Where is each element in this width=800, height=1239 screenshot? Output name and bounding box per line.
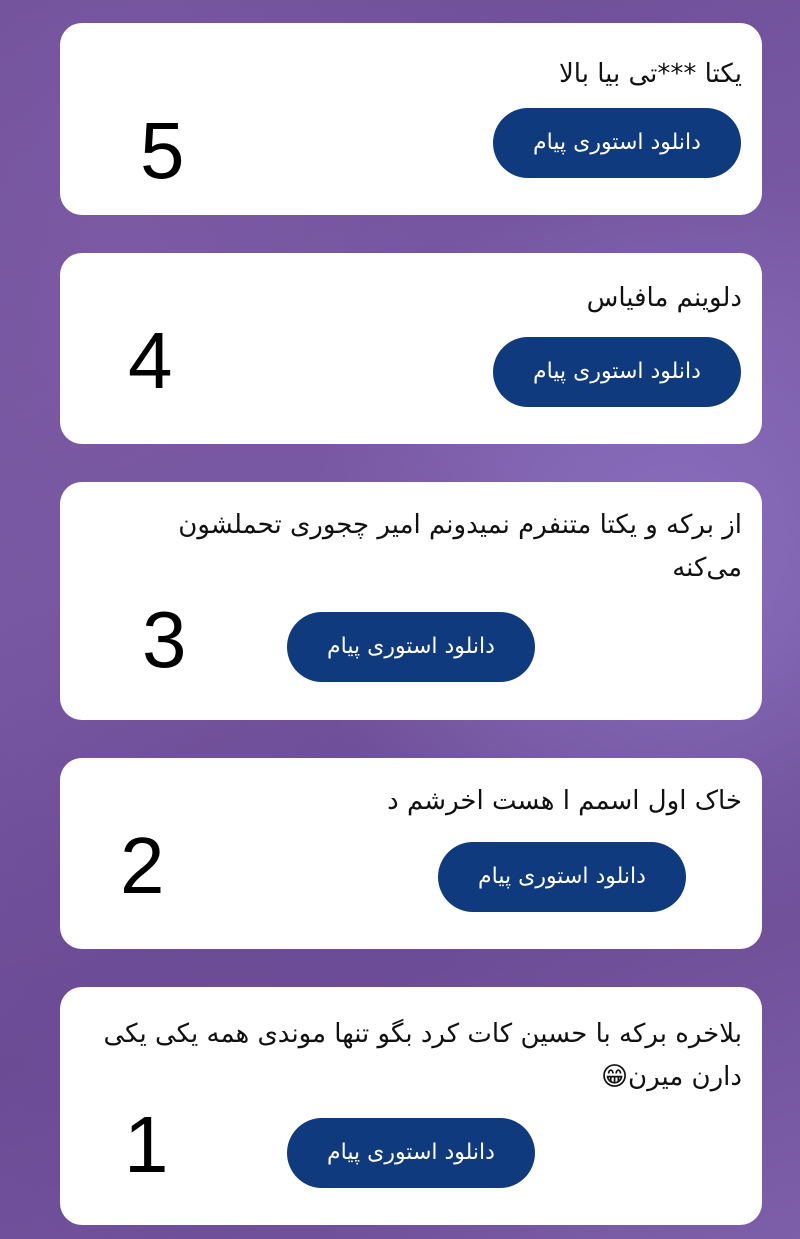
download-story-button[interactable]: دانلود استوری پیام bbox=[287, 612, 535, 682]
rank-number: 4 bbox=[128, 316, 173, 405]
rank-number: 2 bbox=[120, 821, 165, 910]
rank-number: 1 bbox=[124, 1100, 169, 1189]
download-story-button[interactable]: دانلود استوری پیام bbox=[493, 337, 741, 407]
story-card-3 bbox=[60, 482, 762, 720]
story-message: خاک اول اسمم ا هست اخرشم د bbox=[387, 786, 742, 816]
story-card-1 bbox=[60, 987, 762, 1225]
story-message: از برکه و یکتا متنفرم نمیدونم امیر چجوری تحملشون می‌کنه bbox=[178, 510, 742, 583]
story-card-4 bbox=[60, 253, 762, 444]
story-card-5 bbox=[60, 23, 762, 215]
story-message: یکتا ***تی بیا بالا bbox=[558, 59, 742, 89]
story-message: بلاخره برکه با حسین کات کرد بگو تنها موندی همه یکی یکی دارن میرن😁 bbox=[103, 1019, 742, 1092]
rank-number: 3 bbox=[142, 595, 187, 684]
download-story-button[interactable]: دانلود استوری پیام bbox=[287, 1118, 535, 1188]
download-story-button[interactable]: دانلود استوری پیام bbox=[493, 108, 741, 178]
rank-number: 5 bbox=[140, 106, 185, 195]
download-story-button[interactable]: دانلود استوری پیام bbox=[438, 842, 686, 912]
story-message: دلوینم مافیاس bbox=[586, 283, 742, 313]
story-card-2 bbox=[60, 758, 762, 949]
